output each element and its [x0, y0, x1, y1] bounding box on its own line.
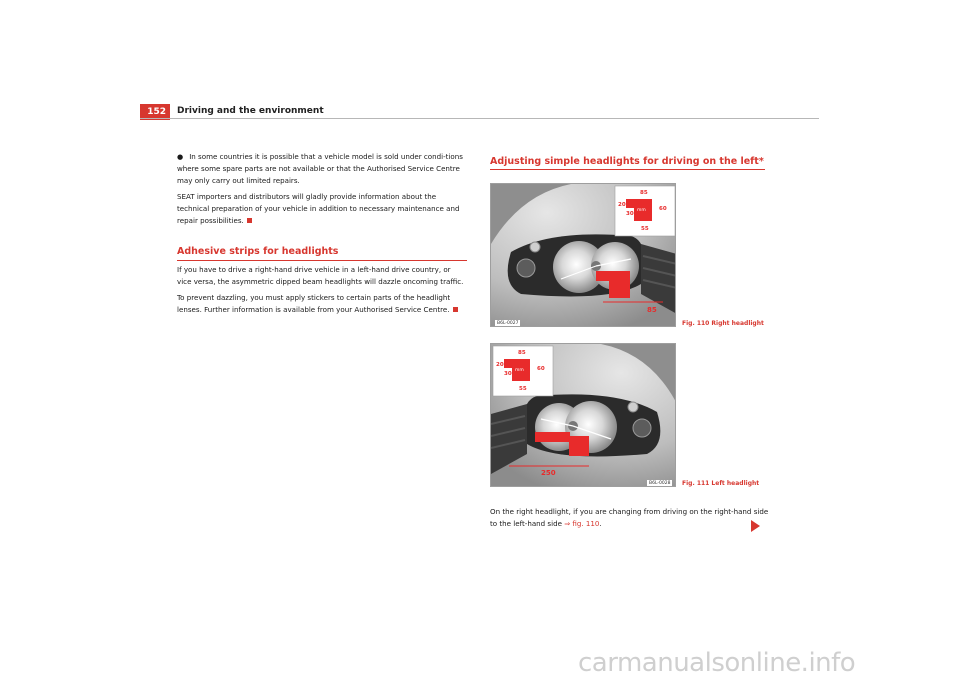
dimension-label: 250: [541, 469, 556, 477]
paragraph: [177, 191, 467, 227]
dimension-label: 85: [647, 306, 657, 314]
figure-caption: Fig. 110 Right headlight: [682, 320, 764, 327]
figure-code: B6L-0028: [649, 481, 671, 486]
figure-right-headlight: [490, 183, 676, 327]
figure-left-headlight: [490, 343, 676, 487]
dimension-label: 60: [659, 206, 667, 212]
figure-caption: Fig. 111 Left headlight: [682, 480, 760, 487]
end-of-section-icon: [453, 307, 458, 312]
dimension-label: 20: [618, 202, 626, 208]
section-title: Adjusting simple headlights for driving on the left*: [490, 156, 765, 170]
paragraph-text: To prevent dazzling, you must apply stickers to certain parts of the headlight lenses. Further information is available from your Authorised Service Centre.: [177, 293, 451, 314]
dimension-label: 85: [518, 350, 526, 356]
dimension-label: 85: [640, 190, 648, 196]
paragraph-end: .: [599, 519, 602, 528]
bullet-text: In some countries it is possible that a vehicle model is sold under condi-tions where some spare parts are not available or that the Authorised Service Centre may only carry out limited repairs.: [177, 152, 463, 185]
section-title: Adhesive strips for headlights: [177, 246, 467, 261]
header-rule: [140, 118, 819, 119]
dimension-label: 55: [641, 226, 649, 232]
right-column: [490, 151, 765, 173]
watermark: carmanualsonline.info: [578, 648, 856, 678]
paragraph-text: SEAT importers and distributors will gladly provide information about the technical preparation of your vehicle in addition to necessary maintenance and repair possibilities.: [177, 192, 460, 225]
paragraph: [177, 292, 467, 316]
bullet-icon: ●: [177, 152, 184, 161]
figure-link[interactable]: ⇒ fig. 110: [564, 519, 600, 528]
page-number: 152: [140, 104, 170, 120]
figure-code: B6L-0027: [497, 321, 519, 326]
right-body-paragraph: [490, 506, 770, 530]
running-head: Driving and the environment: [177, 106, 324, 116]
left-headlight-illustration: [491, 344, 676, 487]
bullet-paragraph: [177, 151, 467, 187]
dimension-label: 30: [504, 371, 512, 377]
left-column: [177, 151, 467, 320]
right-headlight-illustration: [491, 184, 676, 327]
dimension-unit: mm: [515, 368, 524, 373]
dimension-label: 20: [496, 362, 504, 368]
paragraph: If you have to drive a right-hand drive vehicle in a left-hand drive country, or vice versa, the asymmetric dipped beam headlights will dazzle oncoming traffic.: [177, 265, 464, 286]
dimension-label: 60: [537, 366, 545, 372]
paragraph-text: On the right headlight, if you are changing from driving on the right-hand side to the left-hand side: [490, 507, 769, 528]
dimension-label: 55: [519, 386, 527, 392]
dimension-unit: mm: [637, 208, 646, 213]
end-of-section-icon: [247, 218, 252, 223]
dimension-label: 30: [626, 211, 634, 217]
next-page-arrow-icon: [751, 520, 760, 532]
